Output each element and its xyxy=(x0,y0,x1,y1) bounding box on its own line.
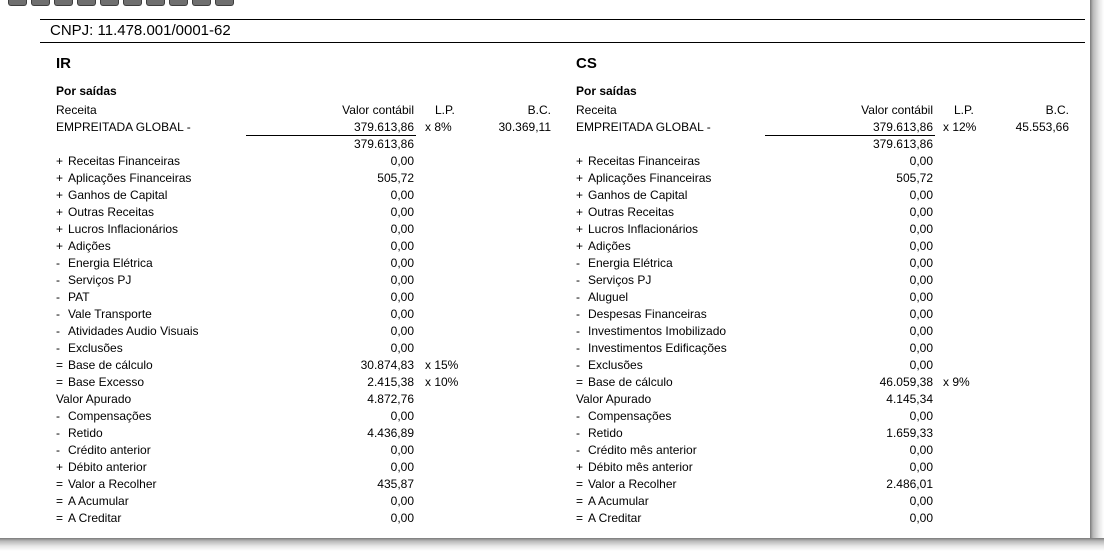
row-value: 0,00 xyxy=(390,460,414,474)
column-header-lp: L.P. xyxy=(954,103,974,117)
row-label: Compensações xyxy=(588,409,672,423)
receita-subtotal: 379.613,86 xyxy=(353,137,414,151)
row-operator: - xyxy=(56,307,60,321)
row-value: 505,72 xyxy=(377,171,414,185)
row-value: 0,00 xyxy=(909,307,933,321)
row-operator: - xyxy=(576,256,580,270)
row-operator: = xyxy=(56,511,64,525)
toolbar-button[interactable] xyxy=(123,0,142,6)
row-operator: = xyxy=(576,494,584,508)
row-label: A Creditar xyxy=(588,511,642,525)
row-operator: + xyxy=(56,205,64,219)
row-label: Investimentos Imobilizado xyxy=(588,324,727,338)
row-label: Exclusões xyxy=(588,358,643,372)
row-operator: - xyxy=(56,409,60,423)
row-value: 0,00 xyxy=(390,222,414,236)
toolbar-button[interactable] xyxy=(192,0,211,6)
column-header-valor-contabil: Valor contábil xyxy=(342,103,414,117)
row-operator: + xyxy=(576,171,584,185)
row-value: 0,00 xyxy=(390,494,414,508)
row-rate: x 15% xyxy=(425,358,459,372)
row-operator: + xyxy=(56,239,64,253)
row-value: 435,87 xyxy=(377,477,414,491)
column-header-bc: B.C. xyxy=(527,103,551,117)
row-operator: = xyxy=(56,477,64,491)
row-operator: - xyxy=(576,443,580,457)
row-operator: - xyxy=(56,256,60,270)
row-label: Energia Elétrica xyxy=(68,256,153,270)
row-value: 0,00 xyxy=(909,188,933,202)
row-value: 0,00 xyxy=(390,511,414,525)
row-operator: + xyxy=(576,460,584,474)
row-value: 0,00 xyxy=(909,511,933,525)
receita-label: EMPREITADA GLOBAL - xyxy=(576,120,711,134)
toolbar-button[interactable] xyxy=(77,0,96,6)
row-operator: - xyxy=(576,426,580,440)
row-label: Receitas Financeiras xyxy=(588,154,701,168)
row-label: Valor Apurado xyxy=(56,392,132,406)
row-label: Débito mês anterior xyxy=(588,460,693,474)
toolbar-button[interactable] xyxy=(54,0,73,6)
row-value: 0,00 xyxy=(909,290,933,304)
row-label: Crédito anterior xyxy=(68,443,151,457)
row-operator: = xyxy=(576,375,584,389)
row-value: 0,00 xyxy=(909,324,933,338)
row-operator: + xyxy=(576,154,584,168)
toolbar-button[interactable] xyxy=(100,0,119,6)
row-label: Débito anterior xyxy=(68,460,147,474)
row-label: Receitas Financeiras xyxy=(68,154,181,168)
row-label: Vale Transporte xyxy=(68,307,152,321)
toolbar-button[interactable] xyxy=(8,0,27,6)
row-value: 0,00 xyxy=(390,188,414,202)
row-value: 0,00 xyxy=(390,409,414,423)
row-label: Exclusões xyxy=(68,341,123,355)
row-label: PAT xyxy=(68,290,90,304)
row-label: Ganhos de Capital xyxy=(68,188,168,202)
row-operator: - xyxy=(56,443,60,457)
toolbar-button[interactable] xyxy=(31,0,50,6)
row-operator: = xyxy=(576,511,584,525)
row-label: Aplicações Financeiras xyxy=(68,171,192,185)
row-label: Serviços PJ xyxy=(68,273,132,287)
row-value: 0,00 xyxy=(390,154,414,168)
row-value: 4.872,76 xyxy=(367,392,414,406)
row-label: Base de cálculo xyxy=(68,358,153,372)
row-value: 0,00 xyxy=(390,239,414,253)
row-value: 0,00 xyxy=(909,205,933,219)
toolbar-button[interactable] xyxy=(169,0,188,6)
row-operator: - xyxy=(576,324,580,338)
row-label: Valor a Recolher xyxy=(68,477,157,491)
company-cnpj: CNPJ: 11.478.001/0001-62 xyxy=(50,22,231,39)
row-value: 0,00 xyxy=(909,494,933,508)
row-label: Retido xyxy=(588,426,623,440)
row-label: Base Excesso xyxy=(68,375,145,389)
row-operator: + xyxy=(56,460,64,474)
row-operator: + xyxy=(56,154,64,168)
row-operator: - xyxy=(56,324,60,338)
toolbar-button[interactable] xyxy=(146,0,165,6)
row-value: 2.486,01 xyxy=(886,477,933,491)
receita-lp: x 12% xyxy=(943,120,977,134)
row-value: 4.145,34 xyxy=(886,392,933,406)
row-value: 0,00 xyxy=(909,239,933,253)
row-value: 30.874,83 xyxy=(360,358,414,372)
receita-value: 379.613,86 xyxy=(872,120,933,134)
column-header-bc: B.C. xyxy=(1045,103,1069,117)
row-value: 0,00 xyxy=(909,256,933,270)
row-value: 1.659,33 xyxy=(886,426,933,440)
column-header-lp: L.P. xyxy=(435,103,455,117)
row-value: 0,00 xyxy=(390,290,414,304)
row-value: 4.436,89 xyxy=(367,426,414,440)
receita-lp: x 8% xyxy=(425,120,452,134)
row-value: 0,00 xyxy=(909,341,933,355)
row-operator: = xyxy=(56,375,64,389)
row-operator: - xyxy=(576,273,580,287)
row-label: Valor Apurado xyxy=(576,392,652,406)
row-operator: + xyxy=(576,188,584,202)
row-label: Crédito mês anterior xyxy=(588,443,697,457)
row-label: Investimentos Edificações xyxy=(588,341,727,355)
receita-subtotal: 379.613,86 xyxy=(872,137,933,151)
row-operator: = xyxy=(56,494,64,508)
row-value: 2.415,38 xyxy=(367,375,414,389)
row-operator: = xyxy=(576,477,584,491)
row-label: Lucros Inflacionários xyxy=(588,222,699,236)
header-rule-bottom xyxy=(40,42,1085,43)
row-operator: + xyxy=(576,205,584,219)
toolbar-button[interactable] xyxy=(215,0,234,6)
row-value: 0,00 xyxy=(909,409,933,423)
receita-total-rule xyxy=(246,135,416,136)
row-label: Lucros Inflacionários xyxy=(68,222,179,236)
row-operator: - xyxy=(56,290,60,304)
row-value: 46.059,38 xyxy=(879,375,933,389)
row-label: A Acumular xyxy=(588,494,649,508)
row-label: A Acumular xyxy=(68,494,129,508)
page-shadow-right xyxy=(1090,0,1104,551)
row-rate: x 9% xyxy=(943,375,970,389)
row-value: 0,00 xyxy=(909,358,933,372)
row-label: Retido xyxy=(68,426,103,440)
section-subtitle: Por saídas xyxy=(56,84,117,98)
row-operator: + xyxy=(576,239,584,253)
row-value: 0,00 xyxy=(390,205,414,219)
column-header-receita: Receita xyxy=(56,103,97,117)
row-label: Energia Elétrica xyxy=(588,256,673,270)
row-value: 0,00 xyxy=(390,307,414,321)
row-value: 0,00 xyxy=(909,222,933,236)
row-rate: x 10% xyxy=(425,375,459,389)
row-label: Serviços PJ xyxy=(588,273,652,287)
row-operator: - xyxy=(576,409,580,423)
row-operator: + xyxy=(56,222,64,236)
row-operator: + xyxy=(56,188,64,202)
row-operator: - xyxy=(576,358,580,372)
row-operator: + xyxy=(576,222,584,236)
row-label: Aluguel xyxy=(588,290,629,304)
section-title-cs: CS xyxy=(576,55,597,72)
page-shadow-bottom xyxy=(0,538,1104,551)
receita-bc: 30.369,11 xyxy=(498,120,551,134)
receita-bc: 45.553,66 xyxy=(1015,120,1069,134)
row-operator: + xyxy=(56,171,64,185)
viewer-toolbar xyxy=(8,0,238,7)
row-operator: - xyxy=(56,273,60,287)
row-value: 0,00 xyxy=(909,443,933,457)
column-header-receita: Receita xyxy=(576,103,617,117)
row-operator: - xyxy=(56,426,60,440)
row-value: 0,00 xyxy=(390,324,414,338)
row-value: 0,00 xyxy=(390,273,414,287)
row-label: Valor a Recolher xyxy=(588,477,677,491)
column-header-valor-contabil: Valor contábil xyxy=(861,103,933,117)
receita-value: 379.613,86 xyxy=(353,120,414,134)
row-operator: - xyxy=(576,341,580,355)
row-operator: - xyxy=(576,290,580,304)
row-value: 0,00 xyxy=(390,341,414,355)
row-label: Outras Receitas xyxy=(588,205,675,219)
header-rule-top xyxy=(40,19,1085,20)
row-label: Base de cálculo xyxy=(588,375,673,389)
row-value: 0,00 xyxy=(909,154,933,168)
receita-label: EMPREITADA GLOBAL - xyxy=(56,120,191,134)
row-value: 0,00 xyxy=(390,256,414,270)
row-value: 0,00 xyxy=(390,443,414,457)
row-label: Ganhos de Capital xyxy=(588,188,688,202)
row-value: 0,00 xyxy=(909,273,933,287)
row-label: Adições xyxy=(588,239,631,253)
receita-total-rule xyxy=(765,135,935,136)
row-label: Adições xyxy=(68,239,111,253)
row-label: Despesas Financeiras xyxy=(588,307,707,321)
row-label: Aplicações Financeiras xyxy=(588,171,712,185)
row-label: Outras Receitas xyxy=(68,205,155,219)
row-label: Atividades Audio Visuais xyxy=(68,324,199,338)
row-value: 0,00 xyxy=(909,460,933,474)
row-value: 505,72 xyxy=(896,171,933,185)
row-label: Compensações xyxy=(68,409,152,423)
section-title-ir: IR xyxy=(56,55,71,72)
row-operator: - xyxy=(56,341,60,355)
row-label: A Creditar xyxy=(68,511,122,525)
section-subtitle: Por saídas xyxy=(576,84,637,98)
row-operator: - xyxy=(576,307,580,321)
row-operator: = xyxy=(56,358,64,372)
